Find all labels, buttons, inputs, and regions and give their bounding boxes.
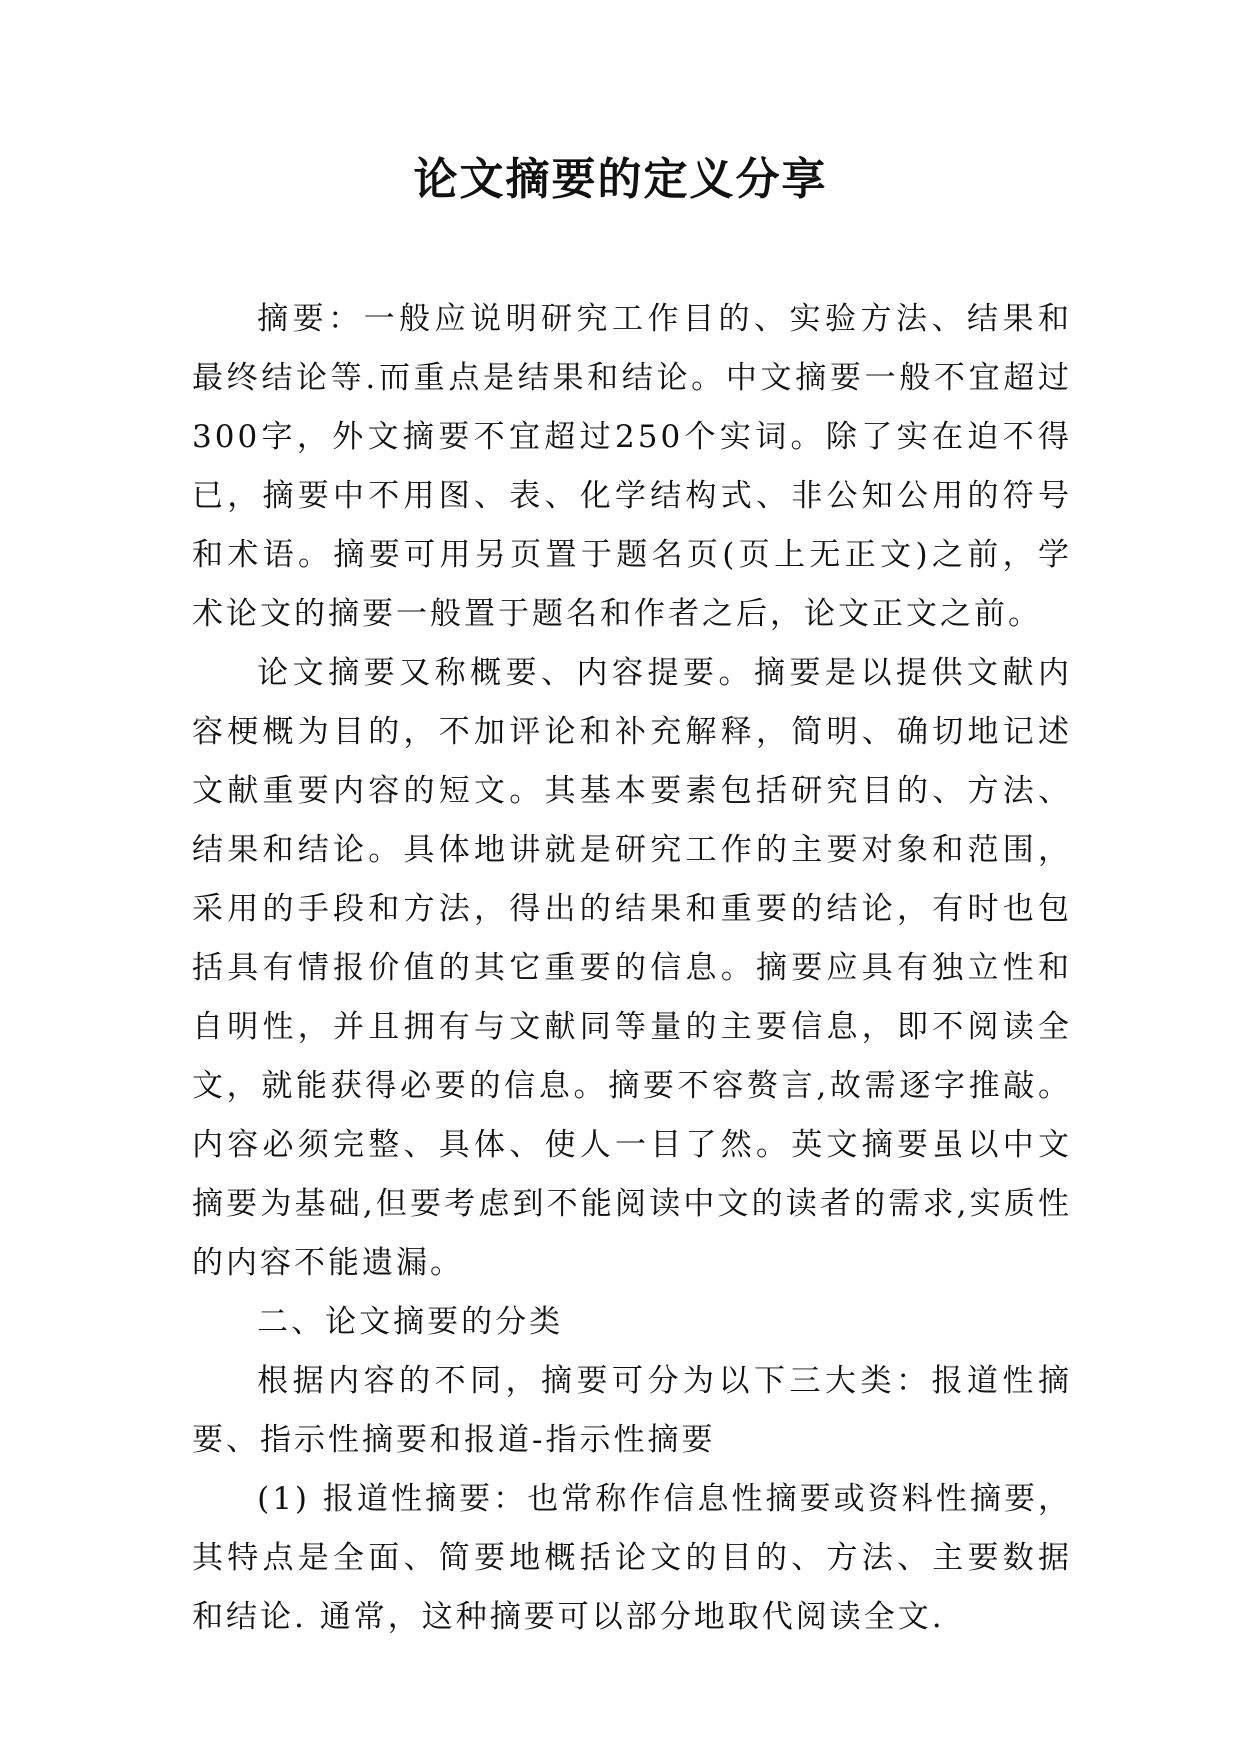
paragraph-informative-abstract: (1) 报道性摘要：也常称作信息性摘要或资料性摘要，其特点是全面、简要地概括论文的目的、方法、主要数据和结论. 通常，这种摘要可以部分地取代阅读全文. bbox=[192, 1481, 1072, 1635]
paragraph-abstract-requirements: 摘要：一般应说明研究工作目的、实验方法、结果和最终结论等.而重点是结果和结论。中文摘要一般不宜超过300字，外文摘要不宜超过250个实词。除了实在迫不得已，摘要中不用图、表、化学结构式、非公知公用的符号和术语。摘要可用另页置于题名页(页上无正文)之前，学术论文的摘要一般置于题名和作者之后，论文正文之前。 bbox=[192, 301, 1072, 632]
document-body bbox=[192, 290, 1072, 1647]
paragraph-abstract-definition: 论文摘要又称概要、内容提要。摘要是以提供文献内容梗概为目的，不加评论和补充解释，简明、确切地记述文献重要内容的短文。其基本要素包括研究目的、方法、结果和结论。具体地讲就是研究工作的主要对象和范围，采用的手段和方法，得出的结果和重要的结论，有时也包括具有情报价值的其它重要的信息。摘要应具有独立性和自明性，并且拥有与文献同等量的主要信息，即不阅读全文，就能获得必要的信息。摘要不容赘言,故需逐字推敲。内容必须完整、具体、使人一目了然。英文摘要虽以中文摘要为基础,但要考虑到不能阅读中文的读者的需求,实质性的内容不能遗漏。 bbox=[192, 655, 1072, 1281]
paragraph-classification-intro: 根据内容的不同，摘要可分为以下三大类：报道性摘要、指示性摘要和报道-指示性摘要 bbox=[192, 1363, 1072, 1458]
section-heading-classification: 二、论文摘要的分类 bbox=[257, 1304, 564, 1340]
document-title: 论文摘要的定义分享 bbox=[413, 154, 828, 205]
